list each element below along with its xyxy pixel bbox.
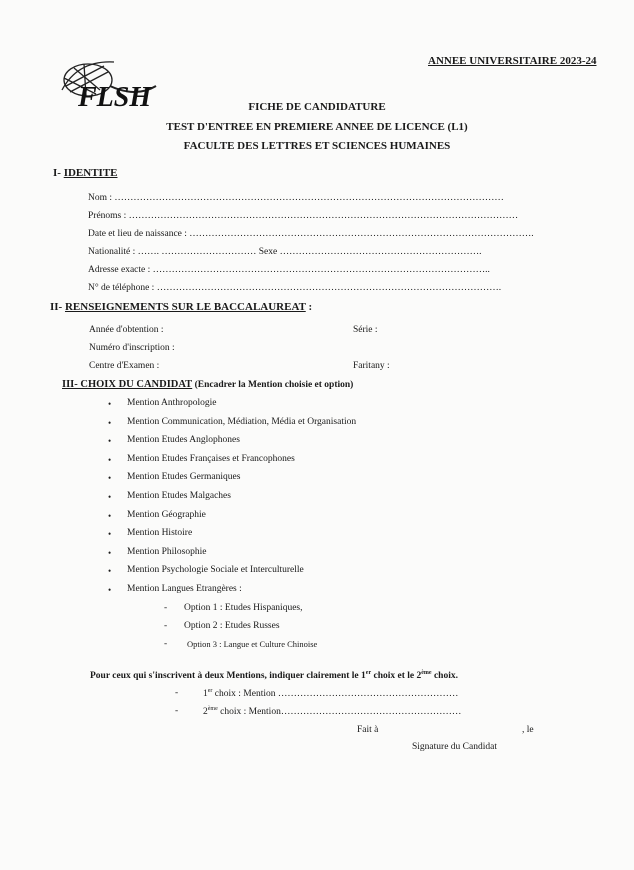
faculty-name: FACULTE DES LETTRES ET SCIENCES HUMAINES: [183, 140, 451, 152]
option-2[interactable]: Option 2 : Etudes Russes: [184, 621, 280, 631]
bac-serie-label[interactable]: Série :: [353, 325, 378, 335]
bullet-icon: •: [108, 455, 112, 465]
mention-item[interactable]: Mention Philosophie: [127, 547, 207, 557]
field-nom[interactable]: Nom : ……………………………………………………………………………………………………………: [88, 193, 504, 203]
bac-numero-label[interactable]: Numéro d'inscription :: [89, 343, 175, 353]
section-choix-heading: III- CHOIX DU CANDIDAT (Encadrer la Mention choisie et option): [62, 379, 354, 390]
mention-item[interactable]: Mention Langues Etrangères :: [127, 584, 242, 594]
mention-item[interactable]: Mention Communication, Médiation, Média et Organisation: [127, 417, 357, 427]
form-title: FICHE DE CANDIDATURE: [248, 101, 386, 113]
mention-item[interactable]: Mention Etudes Anglophones: [127, 435, 240, 445]
field-date-lieu-naissance[interactable]: Date et lieu de naissance : ……………………………………………………………………………………………….: [88, 229, 534, 239]
field-telephone[interactable]: N° de téléphone : ……………………………………………………………………………………………….: [88, 283, 502, 293]
mention-item[interactable]: Mention Psychologie Sociale et Interculturelle: [127, 565, 304, 575]
fait-a-label[interactable]: Fait à: [357, 725, 379, 735]
bac-annee-label[interactable]: Année d'obtention :: [89, 325, 164, 335]
bullet-icon: •: [108, 566, 112, 576]
mention-item[interactable]: Mention Anthropologie: [127, 398, 217, 408]
option-1[interactable]: Option 1 : Etudes Hispaniques,: [184, 603, 303, 613]
mention-item[interactable]: Mention Etudes Germaniques: [127, 472, 241, 482]
academic-year: ANNEE UNIVERSITAIRE 2023-24: [428, 55, 597, 67]
bullet-icon: •: [108, 511, 112, 521]
bac-faritany-label[interactable]: Faritany :: [353, 361, 390, 371]
mention-item[interactable]: Mention Géographie: [127, 510, 206, 520]
field-nationalite-sexe[interactable]: Nationalité : ……. ………………………… Sexe ……………………………………………………….: [88, 247, 482, 257]
section-bac-heading: II- RENSEIGNEMENTS SUR LE BACCALAUREAT :: [50, 301, 313, 313]
signature-label: Signature du Candidat: [412, 742, 497, 752]
mention-item[interactable]: Mention Etudes Françaises et Francophones: [127, 454, 295, 464]
option-2-dash: -: [164, 621, 168, 631]
date-label[interactable]: , le: [522, 725, 534, 735]
option-1-dash: -: [164, 603, 168, 613]
two-mentions-note: Pour ceux qui s'inscrivent à deux Mentions, indiquer clairement le 1er choix et le 2ème choix.: [90, 670, 458, 682]
bac-centre-label[interactable]: Centre d'Examen :: [89, 361, 160, 371]
choice-1-dash: -: [175, 688, 179, 698]
section-identite-heading: I- IDENTITE: [53, 167, 118, 179]
bullet-icon: •: [108, 399, 112, 409]
choice-1-field[interactable]: 1er choix : Mention …………………………………………………: [203, 688, 459, 700]
option-3[interactable]: Option 3 : Langue et Culture Chinoise: [187, 639, 318, 649]
bullet-icon: •: [108, 548, 112, 558]
bullet-icon: •: [108, 529, 112, 539]
option-3-dash: -: [164, 639, 168, 649]
choice-2-field[interactable]: 2ème choix : Mention…………………………………………………: [203, 706, 462, 718]
bullet-icon: •: [108, 418, 112, 428]
bullet-icon: •: [108, 473, 112, 483]
form-subtitle: TEST D'ENTREE EN PREMIERE ANNEE DE LICENCE (L1): [166, 121, 468, 133]
bullet-icon: •: [108, 585, 112, 595]
field-prenoms[interactable]: Prénoms : ……………………………………………………………………………………………………………: [88, 211, 519, 221]
choice-2-dash: -: [175, 706, 179, 716]
bullet-icon: •: [108, 436, 112, 446]
mention-item[interactable]: Mention Histoire: [127, 528, 193, 538]
mention-item[interactable]: Mention Etudes Malgaches: [127, 491, 231, 501]
bullet-icon: •: [108, 492, 112, 502]
svg-text:FLSH: FLSH: [78, 82, 152, 113]
field-adresse[interactable]: Adresse exacte : ……………………………………………………………………………………………..: [88, 265, 490, 275]
